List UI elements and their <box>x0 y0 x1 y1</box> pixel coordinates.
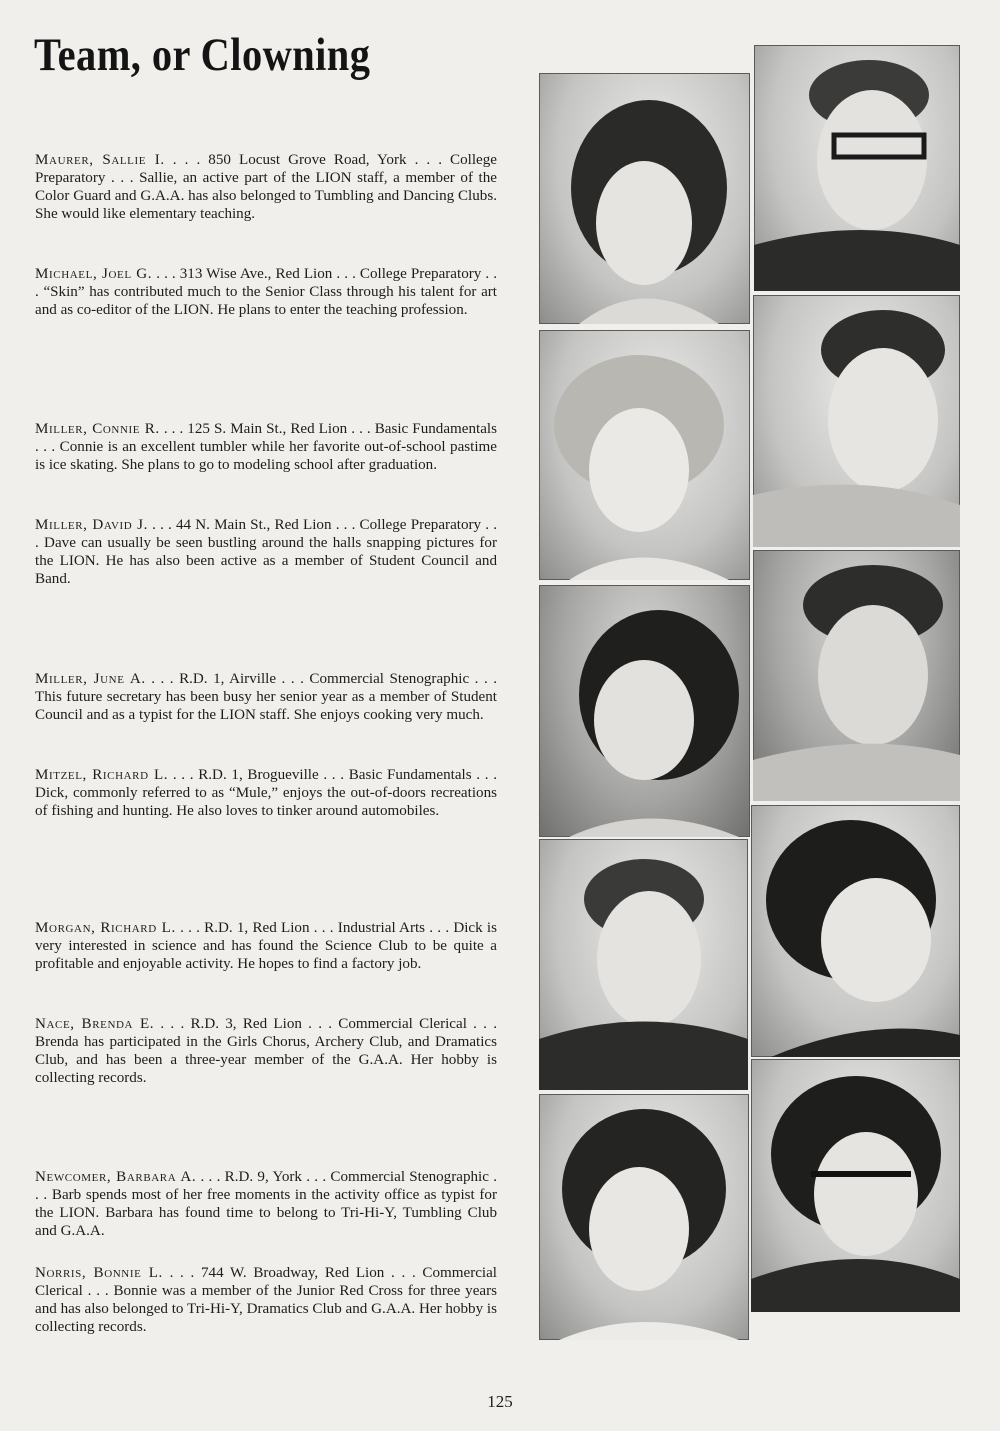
portrait-photo <box>753 550 960 801</box>
student-description: . . . 313 Wise Ave., Red Lion . . . College Preparatory . . . “Skin” has contributed much to the Senior Class through his talent for art and as co-editor of the LION. He plans to enter the teaching profession. <box>35 266 497 319</box>
student-name: Miller, June A. <box>35 671 146 687</box>
portrait-photo <box>539 839 748 1090</box>
student-name: Maurer, Sallie I. <box>35 152 165 168</box>
student-name: Michael, Joel G. <box>35 266 153 282</box>
student-name: Miller, Connie R. <box>35 421 160 437</box>
portrait-photo <box>751 1059 960 1312</box>
student-description: . . . 125 S. Main St., Red Lion . . . Basic Fundamentals . . . Connie is an excellent tumbler while her favorite out-of-school pastime is ice skating. She plans to go to modeling school after graduation. <box>35 421 497 474</box>
portrait-photo <box>539 73 750 324</box>
student-name: Nace, Brenda E. <box>35 1016 155 1032</box>
page-number: 125 <box>487 1392 513 1411</box>
portrait-photo <box>754 45 960 291</box>
portrait-photo <box>751 805 960 1057</box>
student-entry-nace <box>35 1015 497 1087</box>
student-description: . . . R.D. 1, Airville . . . Commercial Stenographic . . . This future secretary has been busy her senior year as a member of Student Council and as a typist for the LION staff. She enjoys cooking very much. <box>35 671 497 724</box>
student-entry-miller-connie <box>35 420 497 474</box>
student-description: . . . R.D. 3, Red Lion . . . Commercial Clerical . . . Brenda has participated in the Girls Chorus, Archery Club, and Dramatics Club, and has been a three-year member of the G.A.A. Her hobby is collecting records. <box>35 1016 497 1087</box>
student-description: . . . R.D. 1, Brogueville . . . Basic Fundamentals . . . Dick, commonly referred to as “Mule,” enjoys the out-of-doors recreations of fishing and hunting. He also loves to tinker around automobiles. <box>35 767 497 820</box>
student-entry-mitzel <box>35 766 497 820</box>
student-description: . . . R.D. 9, York . . . Commercial Stenographic . . . Barb spends most of her free moments in the activity office as typist for the LION. Barbara has found time to belong to Tri-Hi-Y, Tumbling Club and G.A.A. <box>35 1169 497 1240</box>
student-name: Miller, David J. <box>35 517 148 533</box>
student-entry-newcomer <box>35 1168 497 1240</box>
portrait-photo <box>539 1094 749 1340</box>
student-description: . . . 744 W. Broadway, Red Lion . . . Commercial Clerical . . . Bonnie was a member of the Junior Red Cross for three years and has also belonged to Tri-Hi-Y, Dramatics Club and G.A.A. Her hobby is collecting records. <box>35 1265 498 1336</box>
page-title: Team, or Clowning <box>34 29 371 81</box>
student-entry-norris <box>35 1264 497 1336</box>
portrait-photo <box>539 330 750 580</box>
student-name: Morgan, Richard L. <box>35 920 176 936</box>
portrait-photo <box>753 295 960 547</box>
student-entry-michael <box>35 265 497 319</box>
student-entry-maurer <box>35 151 497 223</box>
student-description: . . . 44 N. Main St., Red Lion . . . College Preparatory . . . Dave can usually be seen bustling around the halls snapping pictures for the LION. He has also been active as a member of Student Council and Band. <box>35 517 498 588</box>
student-entry-morgan <box>35 919 497 973</box>
student-name: Mitzel, Richard L. <box>35 767 169 783</box>
student-entry-miller-david <box>35 516 497 588</box>
student-name: Norris, Bonnie L. <box>35 1265 163 1281</box>
portrait-photo <box>539 585 750 837</box>
student-name: Newcomer, Barbara A. <box>35 1169 197 1185</box>
student-description: . . . R.D. 1, Red Lion . . . Industrial Arts . . . Dick is very interested in science and has found the Science Club to be quite a profitable and enjoyable activity. He hopes to find a factory job. <box>35 920 497 973</box>
student-description: . . . 850 Locust Grove Road, York . . . College Preparatory . . . Sallie, an active part of the LION staff, a member of the Color Guard and G.A.A. has also belonged to Tumbling and Dancing Clubs. She would like elementary teaching. <box>35 152 497 223</box>
student-entry-miller-june <box>35 670 497 724</box>
